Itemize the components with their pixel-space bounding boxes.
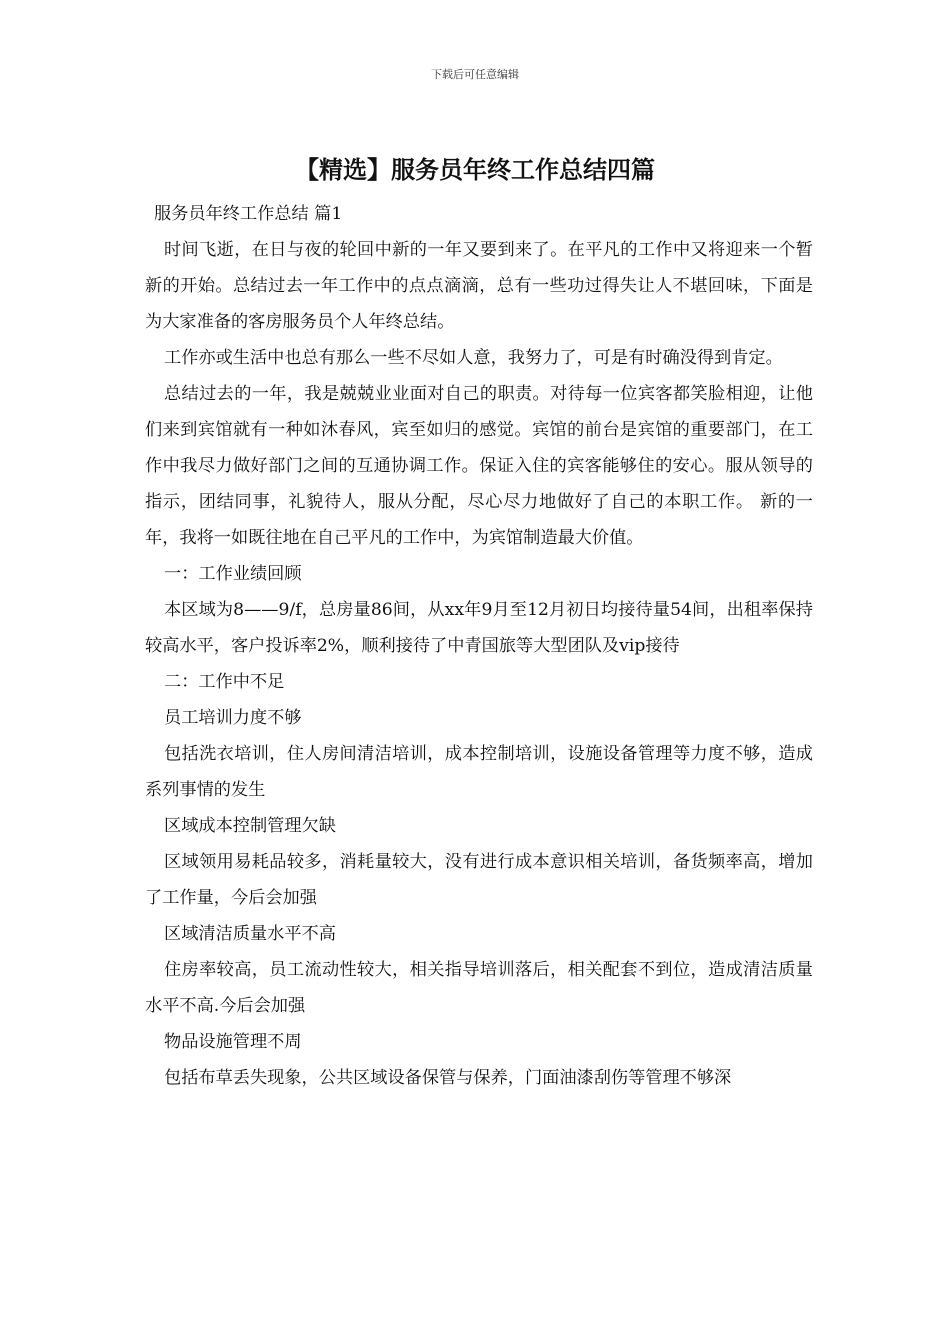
- paragraph: 区域领用易耗品较多，消耗量较大，没有进行成本意识相关培训，备货频率高，增加了工作量，今后会加强: [145, 852, 813, 908]
- subsection-heading: 物品设施管理不周: [164, 1032, 302, 1052]
- paragraph: 时间飞逝，在日与夜的轮回中新的一年又要到来了。在平凡的工作中又将迎来一个暂新的开始。总结过去一年工作中的点点滴滴，总有一些功过得失让人不堪回味，下面是为大家准备的客房服务员个人年终总结。: [145, 240, 813, 332]
- section-subtitle: 服务员年终工作总结 篇1: [154, 204, 343, 224]
- paragraph: 包括布草丢失现象，公共区域设备保管与保养，门面油漆刮伤等管理不够深: [164, 1068, 732, 1088]
- paragraph: 总结过去的一年，我是兢兢业业面对自己的职责。对待每一位宾客都笑脸相迎，让他们来到宾馆就有一种如沐春风，宾至如归的感觉。宾馆的前台是宾馆的重要部门，在工作中我尽力做好部门之间的互通协调工作。保证入住的宾客能够住的安心。服从领导的指示，团结同事，礼貌待人，服从分配，尽心尽力地做好了自己的本职工作。 新的一年，我将一如既往地在自己平凡的工作中，为宾馆制造最大价值。: [145, 384, 813, 548]
- paragraph: 包括洗衣培训，住人房间清洁培训，成本控制培训，设施设备管理等力度不够，造成系列事情的发生: [145, 744, 813, 800]
- subsection-heading: 区域成本控制管理欠缺: [164, 816, 336, 836]
- section-heading: 一：工作业绩回顾: [164, 564, 302, 584]
- paragraph: 工作亦或生活中也总有那么一些不尽如人意，我努力了，可是有时确没得到肯定。: [164, 348, 783, 368]
- paragraph: 本区域为8——9/f，总房量86间，从xx年9月至12月初日均接待量54间，出租率保持较高水平，客户投诉率2%，顺利接待了中青国旅等大型团队及vip接待: [145, 600, 813, 656]
- document-body: [145, 196, 813, 1096]
- section-heading: 二：工作中不足: [164, 672, 285, 692]
- document-title: 【精选】服务员年终工作总结四篇: [295, 156, 655, 184]
- paragraph: 住房率较高，员工流动性较大，相关指导培训落后，相关配套不到位，造成清洁质量水平不高.今后会加强: [145, 960, 813, 1016]
- subsection-heading: 员工培训力度不够: [164, 708, 302, 728]
- subsection-heading: 区域清洁质量水平不高: [164, 924, 336, 944]
- header-note: 下载后可任意编辑: [431, 68, 519, 81]
